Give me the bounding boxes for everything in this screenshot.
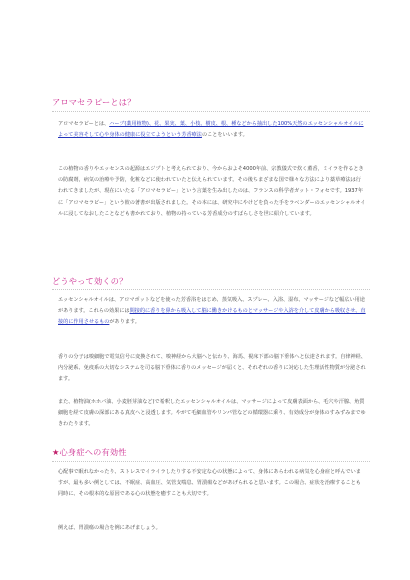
- paragraph-how-brain: 香りの分子は嗅細胞で電気信号に変換されて、嗅神経から大脳へと伝わり、海馬、視床下部の脳下垂体へと伝達されます。自律神経、内分泌系、免疫系の大切なシステムを司る脳下垂体に香りのメッセージが届くと、それぞれの香りに対応した生理活性物質が分泌されます。: [58, 354, 366, 383]
- highlighted-text: ハーブ(薬用植物)、花、果実、葉、小枝、樹皮、根、種などから抽出した100%天然のエッセンシャルオイルによって美容そして心や身体の健康に役立てようという芳香療法: [58, 121, 364, 139]
- paragraph-how-uses: [58, 295, 366, 329]
- section-heading-aromatherapy: アロマセラピーとは？: [52, 97, 136, 107]
- section-heading-psychosomatic: [52, 447, 127, 458]
- text-run: のことをいいます。: [201, 132, 248, 139]
- paragraph-aroma-history: この植物の香りやエッセンスの起源はエジプトと考えられており、今からおよそ4000年前、宗教儀式で炊く薫香，ミイラを作るときの防腐剤，病気の治療や予防，化粧などに使われていたと伝えられています。その後ちまざまな国で様々な方法により薬草療法は行われてきましたが、現在にいたる「アロマセラピー」という言葉を生み出したのは、フランスの科学者ガット・フォセです。1937年に「アロマセラピー」という彼の著書が出版されました。その本には、研究中にやけどを負った手をラベンダーのエッセンシャルオイルに浸してなおしたことなども書かれており、植物の持っている芳香成分のすばらしさを世に紹介しています。: [58, 166, 366, 217]
- highlighted-text: 間接的に香りを鼻から吸入して脳に働きかけるものとマッサージや入浴を介して皮膚から吸収させ、直接的に作用させるもの: [58, 308, 366, 326]
- text-run: エッセンシャルオイルは、アロマポットなどを使った芳香浴をはじめ、蒸気吸入、スプレー、入浴、湿布、マッサージなど幅広い用途があります。これらの効果には: [58, 297, 365, 315]
- star-icon: ★: [52, 447, 60, 457]
- paragraph-psych-intro: 心配事で眠れなかったり、ストレスでイライラしたりする不安定な心の状態によって、身体にあらわれる病気を心身症と呼んでいますが、最も多い例としては、不眠症、高血圧、気管支喘息、胃潰瘍などがあげられると思います。この場合、症状を治療することも同時に、その根本的な原因である心の状態を癒すことも大切です。: [58, 469, 361, 498]
- paragraph-psych-example: 例えば、胃潰瘍の場合を例にあげましょう。: [58, 525, 161, 531]
- section-divider: [52, 461, 370, 462]
- heading-text: 心身症への有効性: [59, 447, 127, 457]
- text-run: アロマセラピーとは、: [58, 121, 110, 127]
- text-run: があります。: [109, 319, 140, 326]
- section-heading-how-it-works: どうやって効くの？: [52, 276, 128, 286]
- paragraph-aroma-definition: [58, 119, 366, 141]
- section-divider: [52, 111, 370, 112]
- section-divider: [52, 289, 370, 290]
- paragraph-how-skin: また、植物油(ホホバ油、小麦胚芽油など)で希釈したエッセンシャルオイルは、マッサージによって皮膚表面から、毛穴や汗腺、角質細胞を経て皮膚の深部にある真皮へと浸透します。やがて毛細血管やリンパ管などの循環器に乗り、有効成分が身体のすみずみまでゆきわたります。: [58, 399, 366, 428]
